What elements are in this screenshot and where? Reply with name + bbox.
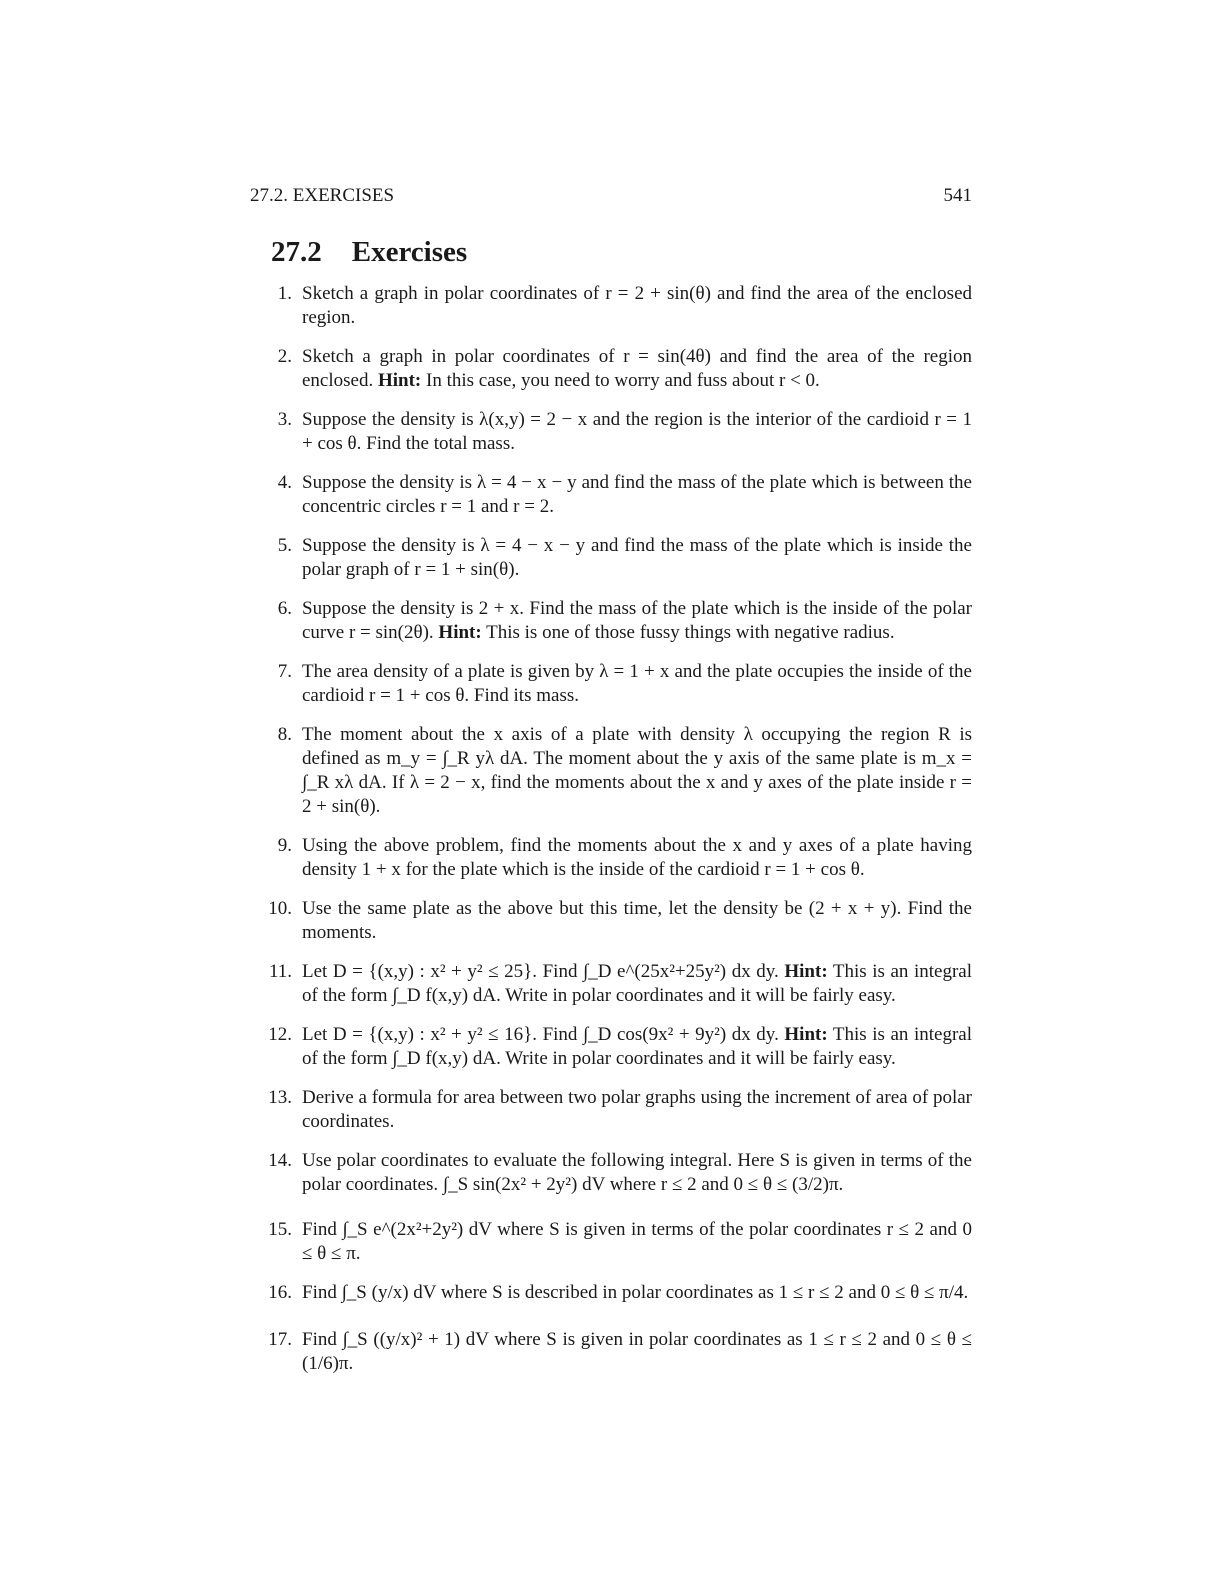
exercise-text: Suppose the density is λ = 4 − x − y and find the mass of the plate which is between the concentric circles r = 1 and r = 2.: [302, 472, 972, 517]
exercise-number: 17.: [268, 1329, 292, 1350]
exercise-4: [262, 471, 972, 519]
exercise-text: The area density of a plate is given by λ = 1 + x and the plate occupies the inside of the cardioid r = 1 + cos θ. Find its mass.: [302, 661, 972, 706]
exercise-statement: Let D = {(x,y) : x² + y² ≤ 25}. Find ∫_D e^(25x²+25y²) dx dy.: [302, 961, 779, 982]
exercise-statement: Suppose the density is 2 + x. Find the mass of the plate which is the inside of the polar curve r = sin(2θ).: [302, 598, 972, 643]
exercise-text: The moment about the x axis of a plate with density λ occupying the region R is defined as m_y = ∫_R yλ dA. The moment about the y axis of the same plate is m_x = ∫_R xλ dA. If λ = 2 − x, find the moments about the x and y axes of the plate inside r = 2 + sin(θ).: [302, 724, 972, 817]
exercise-number: 14.: [268, 1150, 292, 1171]
exercise-8: [262, 723, 972, 819]
hint-label: Hint:: [784, 1024, 828, 1045]
section-number: 27.2: [271, 236, 322, 268]
exercise-14: [262, 1149, 972, 1197]
exercise-text: Derive a formula for area between two polar graphs using the increment of area of polar coordinates.: [302, 1087, 972, 1132]
exercise-7: [262, 660, 972, 708]
page-number: 541: [943, 185, 972, 206]
exercise-number: 4.: [277, 472, 292, 493]
exercise-number: 10.: [268, 898, 292, 919]
exercise-statement: Sketch a graph in polar coordinates of r = sin(4θ) and find the area of the region enclosed.: [302, 346, 972, 391]
running-head: [250, 185, 972, 207]
exercise-text: Find ∫_S ((y/x)² + 1) dV where S is given in polar coordinates as 1 ≤ r ≤ 2 and 0 ≤ θ ≤ (1/6)π.: [302, 1329, 972, 1374]
exercise-15: [262, 1218, 972, 1266]
exercise-text: Use the same plate as the above but this time, let the density be (2 + x + y). Find the moments.: [302, 898, 972, 943]
exercise-text: Suppose the density is λ(x,y) = 2 − x and the region is the interior of the cardioid r = 1 + cos θ. Find the total mass.: [302, 409, 972, 454]
exercise-text: Use polar coordinates to evaluate the following integral. Here S is given in terms of the polar coordinates. ∫_S sin(2x² + 2y²) dV where r ≤ 2 and 0 ≤ θ ≤ (3/2)π.: [302, 1150, 972, 1195]
exercise-text: [302, 345, 972, 393]
exercise-text: Suppose the density is λ = 4 − x − y and find the mass of the plate which is inside the polar graph of r = 1 + sin(θ).: [302, 535, 972, 580]
exercise-number: 5.: [277, 535, 292, 556]
exercise-9: [262, 834, 972, 882]
exercise-10: [262, 897, 972, 945]
exercise-number: 11.: [268, 961, 292, 982]
exercise-number: 16.: [268, 1282, 292, 1303]
running-head-section: 27.2. EXERCISES: [250, 185, 395, 206]
exercise-number: 1.: [277, 283, 292, 304]
exercise-6: [262, 597, 972, 645]
hint-text: This is an integral of the form ∫_D f(x,y) dA. Write in polar coordinates and it will be fairly easy.: [302, 961, 973, 1006]
exercise-text: Find ∫_S e^(2x²+2y²) dV where S is given in terms of the polar coordinates r ≤ 2 and 0 ≤ θ ≤ π.: [302, 1219, 972, 1264]
exercise-number: 3.: [277, 409, 292, 430]
exercise-5: [262, 534, 972, 582]
exercise-number: 8.: [277, 724, 292, 745]
exercise-17: [262, 1328, 972, 1376]
exercise-1: [262, 282, 972, 330]
hint-text: This is an integral of the form ∫_D f(x,y) dA. Write in polar coordinates and it will be fairly easy.: [302, 1024, 972, 1069]
exercise-12: [262, 1023, 972, 1071]
exercise-number: 2.: [277, 346, 292, 367]
exercise-statement: Let D = {(x,y) : x² + y² ≤ 16}. Find ∫_D cos(9x² + 9y²) dx dy.: [302, 1024, 779, 1045]
section-title-text: Exercises: [351, 236, 468, 268]
exercise-text: Using the above problem, find the moments about the x and y axes of a plate having density 1 + x for the plate which is the inside of the cardioid r = 1 + cos θ.: [302, 835, 972, 880]
exercise-13: [262, 1086, 972, 1134]
exercise-text: Sketch a graph in polar coordinates of r = 2 + sin(θ) and find the area of the enclosed region.: [302, 283, 972, 328]
exercise-11: [262, 960, 972, 1008]
hint-text: This is one of those fussy things with negative radius.: [486, 622, 895, 643]
exercise-text: Find ∫_S (y/x) dV where S is described in polar coordinates as 1 ≤ r ≤ 2 and 0 ≤ θ ≤ π/4.: [302, 1282, 969, 1303]
exercise-number: 12.: [268, 1024, 292, 1045]
hint-label: Hint:: [377, 370, 422, 391]
exercise-number: 15.: [268, 1219, 292, 1240]
exercise-text: [302, 597, 972, 645]
exercise-text: [302, 1023, 972, 1071]
exercise-number: 6.: [277, 598, 292, 619]
hint-label: Hint:: [438, 622, 482, 643]
exercise-number: 9.: [277, 835, 292, 856]
exercise-text: [302, 960, 972, 1008]
hint-label: Hint:: [784, 961, 828, 982]
hint-text: In this case, you need to worry and fuss about r < 0.: [426, 370, 820, 391]
exercise-16: [262, 1281, 972, 1305]
exercise-number: 13.: [268, 1087, 292, 1108]
exercise-3: [262, 408, 972, 456]
exercise-2: [262, 345, 972, 393]
exercise-number: 7.: [277, 661, 292, 682]
section-heading: [271, 236, 467, 269]
